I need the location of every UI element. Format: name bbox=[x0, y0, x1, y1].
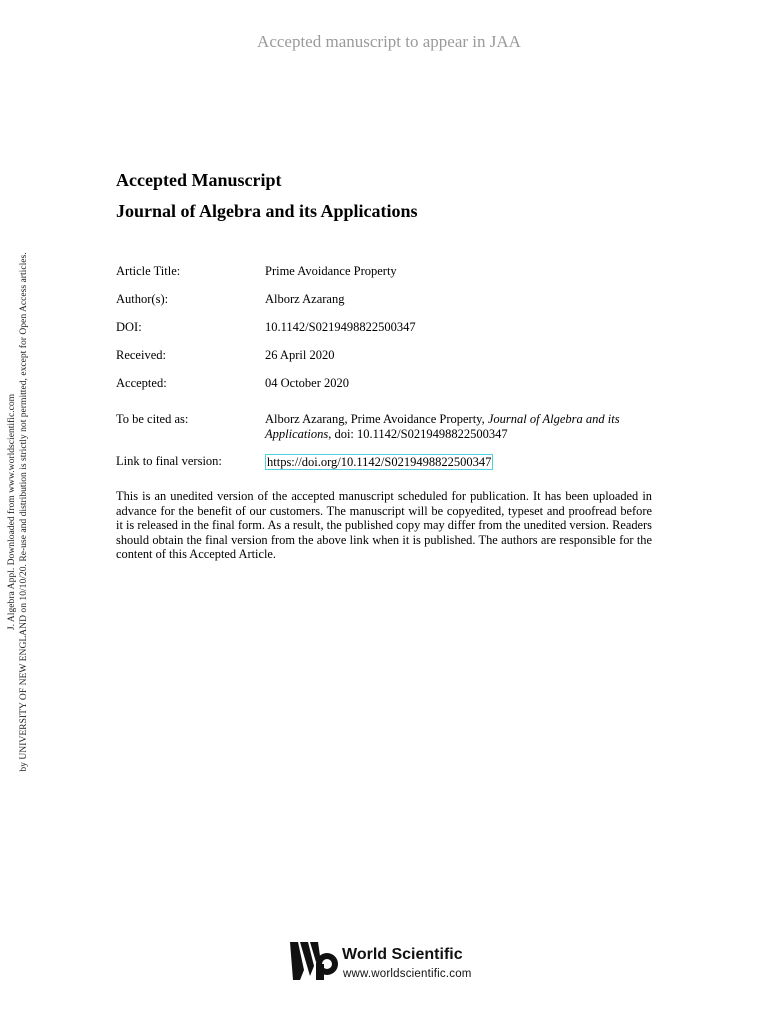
meta-value: Alborz Azarang bbox=[265, 292, 345, 306]
publisher-name: World Scientific bbox=[342, 946, 463, 963]
download-notice-line2: by UNIVERSITY OF NEW ENGLAND on 10/10/20. Re-use and distribution is strictly not permitted, except for Open Access articles. bbox=[18, 252, 29, 772]
world-scientific-logo-icon bbox=[290, 940, 340, 982]
citation-prefix: Alborz Azarang, Prime Avoidance Property, bbox=[265, 412, 488, 426]
final-version-link[interactable]: https://doi.org/10.1142/S0219498822500347 bbox=[267, 455, 492, 469]
citation-journal: Journal of Algebra and its bbox=[487, 412, 620, 426]
journal-title: Journal of Algebra and its Applications bbox=[116, 201, 418, 221]
meta-label: Article Title: bbox=[116, 264, 181, 278]
meta-value: 10.1142/S0219498822500347 bbox=[265, 320, 416, 334]
download-notice-line1: J. Algebra Appl. Downloaded from www.worldscientific.com bbox=[6, 393, 17, 631]
citation-value bbox=[265, 412, 665, 442]
meta-label: Author(s): bbox=[116, 292, 169, 306]
citation-suffix: , doi: 10.1142/S0219498822500347 bbox=[328, 427, 508, 441]
citation-journal-cont: Applications bbox=[265, 427, 329, 441]
download-notice bbox=[6, 252, 30, 772]
meta-value: 04 October 2020 bbox=[265, 376, 350, 390]
meta-label: DOI: bbox=[116, 320, 142, 334]
meta-label: Accepted: bbox=[116, 376, 167, 390]
disclaimer-paragraph: This is an unedited version of the accepted manuscript scheduled for publication. It has been uploaded in advance for the benefit of our customers. The manuscript will be copyedited, typeset and proofread before it is released in the final form. As a result, the published copy may differ from the unedited version. Readers should obtain the final version from the above link when it is published. The authors are responsible for the content of this Accepted Article. bbox=[116, 489, 652, 562]
publisher-logo bbox=[290, 940, 490, 984]
meta-value: 26 April 2020 bbox=[265, 348, 335, 362]
meta-value bbox=[265, 454, 665, 470]
meta-label: Link to final version: bbox=[116, 454, 222, 468]
header-note: Accepted manuscript to appear in JAA bbox=[257, 32, 521, 51]
publisher-url[interactable]: www.worldscientific.com bbox=[343, 968, 472, 980]
meta-label: Received: bbox=[116, 348, 166, 362]
meta-value: Prime Avoidance Property bbox=[265, 264, 397, 278]
page-title: Accepted Manuscript bbox=[116, 170, 282, 190]
meta-label: To be cited as: bbox=[116, 412, 189, 426]
